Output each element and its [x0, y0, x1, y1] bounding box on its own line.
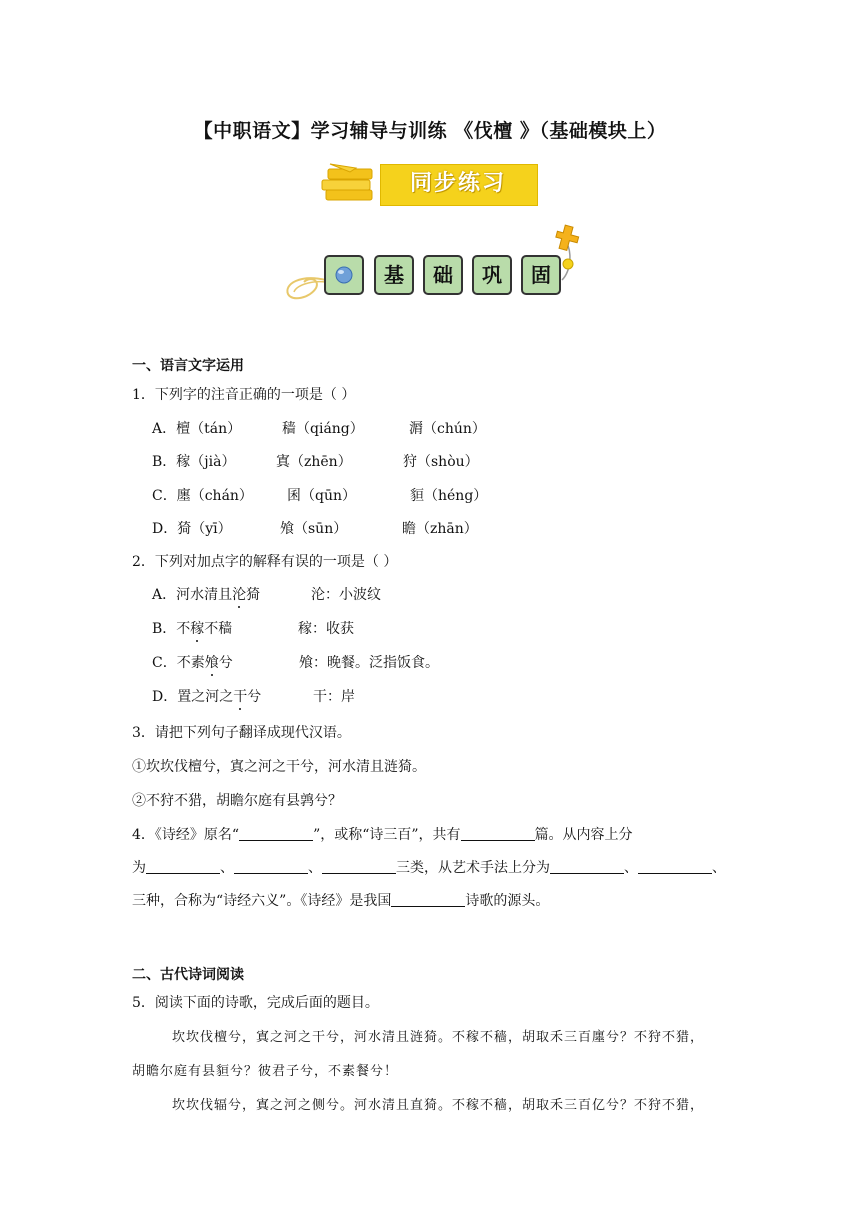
q2-option-b: B．不稼不穑 [152, 621, 233, 637]
q2-explain-a: 沦：小波纹 [311, 587, 381, 603]
blank [391, 892, 465, 907]
q2-explain-b: 稼：收获 [298, 621, 354, 637]
section-heading-1: 一、语言文字运用 [132, 358, 244, 374]
dotted-char: 飧 [204, 655, 219, 671]
bubble-tile [324, 255, 364, 295]
q2-explain-d: 干：岸 [313, 689, 355, 705]
blank [146, 859, 220, 874]
tile-gu: 固 [521, 255, 561, 295]
section-heading-2: 二、古代诗词阅读 [132, 967, 244, 983]
tile-gong: 巩 [472, 255, 512, 295]
jichu-gonggu-header [280, 222, 590, 304]
blank [638, 859, 712, 874]
question-4-line-2: 为 、 、 三类，从艺术手法上分为 、 、 [132, 860, 726, 876]
question-4-line-3: 三种，合称为“诗经六义”。《诗经》是我国 诗歌的源头。 [132, 893, 550, 909]
question-3-stem: 3．请把下列句子翻译成现代汉语。 [132, 725, 351, 741]
blank [550, 859, 624, 874]
q2-option-a: A．河水清且沦猗 [152, 587, 261, 603]
bubble-icon [326, 257, 362, 293]
tile-ji: 基 [374, 255, 414, 295]
books-icon [320, 160, 384, 208]
question-3-sentence-1: ①坎坎伐檀兮，寘之河之干兮，河水清且涟猗。 [132, 759, 426, 775]
blank [234, 859, 308, 874]
q2-explain-c: 飧：晚餐。泛指饭食。 [299, 655, 439, 671]
question-5-stem: 5．阅读下面的诗歌，完成后面的题目。 [132, 995, 379, 1011]
poem-line-3: 坎坎伐辐兮，寘之河之侧兮。河水清且直猗。不稼不穑，胡取禾三百亿兮？不狩不猎， [172, 1098, 705, 1113]
poem-line-2: 胡瞻尔庭有县貆兮？彼君子兮，不素餐兮！ [132, 1064, 399, 1079]
question-2-stem: 2．下列对加点字的解释有误的一项是（ ） [132, 554, 398, 570]
dotted-char: 稼 [190, 621, 205, 637]
blank [461, 826, 535, 841]
question-3-sentence-2: ②不狩不猎，胡瞻尔庭有县鹑兮？ [132, 793, 342, 809]
question-4-line-1: 4．《诗经》原名“ ”，或称“诗三百”，共有 篇。从内容上分 [132, 827, 633, 843]
q2-option-d: D．置之河之干兮 [152, 689, 262, 705]
blank [239, 826, 313, 841]
banner-label: 同步练习 [409, 171, 506, 196]
dotted-char: 沦 [232, 587, 247, 603]
page-title: 【中职语文】学习辅导与训练 《伐檀 》（基础模块上） [193, 120, 667, 142]
q2-option-c: C．不素飧兮 [152, 655, 233, 671]
dotted-char: 干 [233, 689, 248, 705]
sync-practice-banner [320, 160, 540, 208]
poem-line-1: 坎坎伐檀兮，寘之河之干兮，河水清且涟猗。不稼不穑，胡取禾三百廛兮？不狩不猎， [172, 1030, 705, 1045]
tile-chu: 础 [423, 255, 463, 295]
blank [322, 859, 396, 874]
question-1-stem: 1．下列字的注音正确的一项是（ ） [132, 387, 356, 403]
